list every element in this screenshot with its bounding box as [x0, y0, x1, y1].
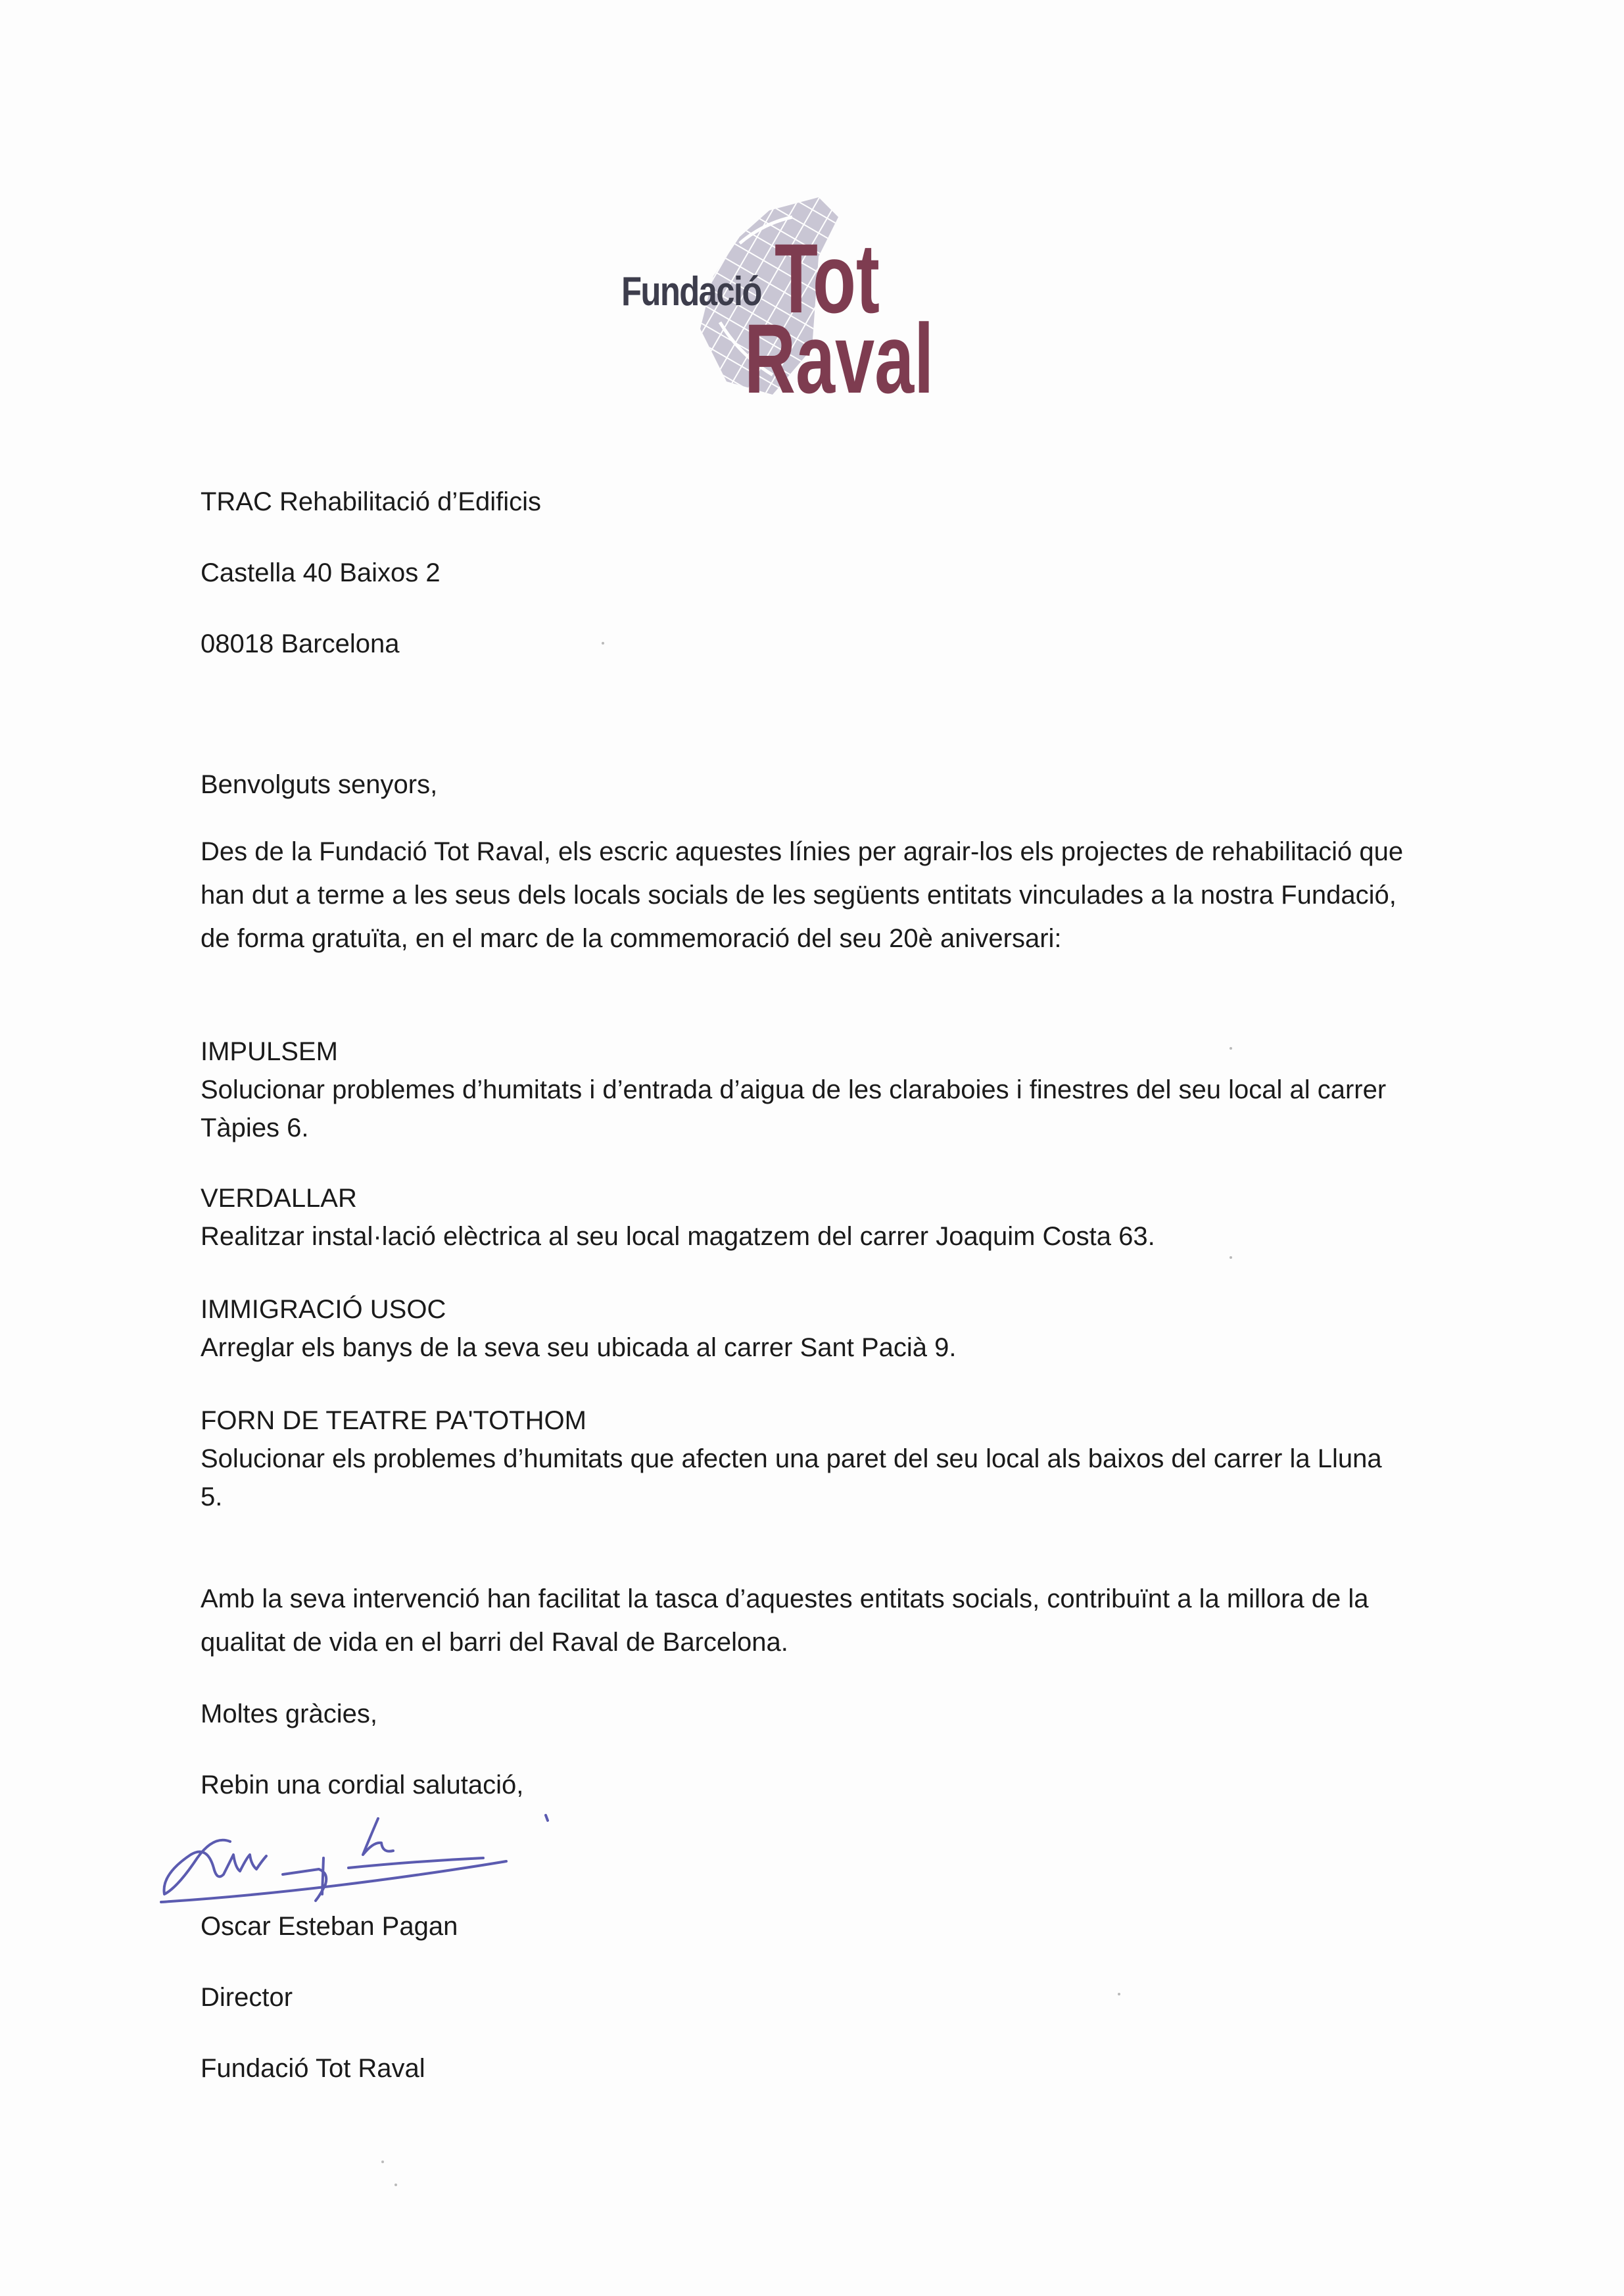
intro-paragraph: Des de la Fundació Tot Raval, els escric aquestes línies per agrair-los els projectes de rehabilitació que han dut a terme a les seus dels locals socials de les següents entitats vinculades a la nostra Fundació, de forma gratuïta, en el marc de la commemoració del seu 20è aniversari: [201, 837, 1404, 953]
recipient-city: 08018 Barcelona [201, 629, 400, 658]
signer-organization: Fundació Tot Raval [201, 2054, 425, 2083]
project-entity: VERDALLAR [201, 1184, 357, 1213]
fundacio-tot-raval-logo [621, 197, 963, 414]
handwritten-signature [151, 1795, 559, 1914]
project-item [201, 1179, 1404, 1256]
project-entity: FORN DE TEATRE PA'TOTHOM [201, 1406, 586, 1435]
project-item [201, 1033, 1404, 1147]
recipient-name: TRAC Rehabilitació d’Edificis [201, 487, 541, 516]
scan-speck [394, 2184, 397, 2186]
logo-text-fundacio: Fundació [621, 269, 761, 314]
signer-title: Director [201, 1983, 293, 2012]
project-entity: IMPULSEM [201, 1037, 338, 1066]
scan-speck [1230, 1256, 1232, 1259]
thanks-line: Moltes gràcies, [201, 1699, 377, 1728]
project-item [201, 1290, 1404, 1367]
project-description: Solucionar problemes d’humitats i d’entrada d’aigua de les claraboies i finestres del seu local al carrer Tàpies 6. [201, 1075, 1387, 1142]
scan-speck [602, 642, 604, 645]
project-description: Arreglar els banys de la seva seu ubicada al carrer Sant Pacià 9. [201, 1333, 957, 1362]
salutation: Benvolguts senyors, [201, 770, 438, 799]
logo-text-raval: Raval [744, 303, 934, 414]
project-description: Solucionar els problemes d’humitats que afecten una paret del seu local als baixos del carrer la Lluna 5. [201, 1444, 1382, 1511]
project-entity: IMMIGRACIÓ USOC [201, 1295, 446, 1324]
regards-line: Rebin una cordial salutació, [201, 1771, 524, 1799]
project-description: Realitzar instal·lació elèctrica al seu local magatzem del carrer Joaquim Costa 63. [201, 1222, 1155, 1251]
scan-speck [1230, 1047, 1232, 1050]
signer-name: Oscar Esteban Pagan [201, 1912, 458, 1941]
logo-text-tot: Tot [775, 223, 880, 333]
project-item [201, 1402, 1404, 1516]
scan-speck [381, 2161, 384, 2163]
closing-paragraph: Amb la seva intervenció han facilitat la tasca d’aquestes entitats socials, contribuïnt a la millora de la qualitat de vida en el barri del Raval de Barcelona. [201, 1584, 1369, 1657]
scan-speck [1118, 1993, 1120, 1995]
recipient-address: Castella 40 Baixos 2 [201, 558, 441, 587]
